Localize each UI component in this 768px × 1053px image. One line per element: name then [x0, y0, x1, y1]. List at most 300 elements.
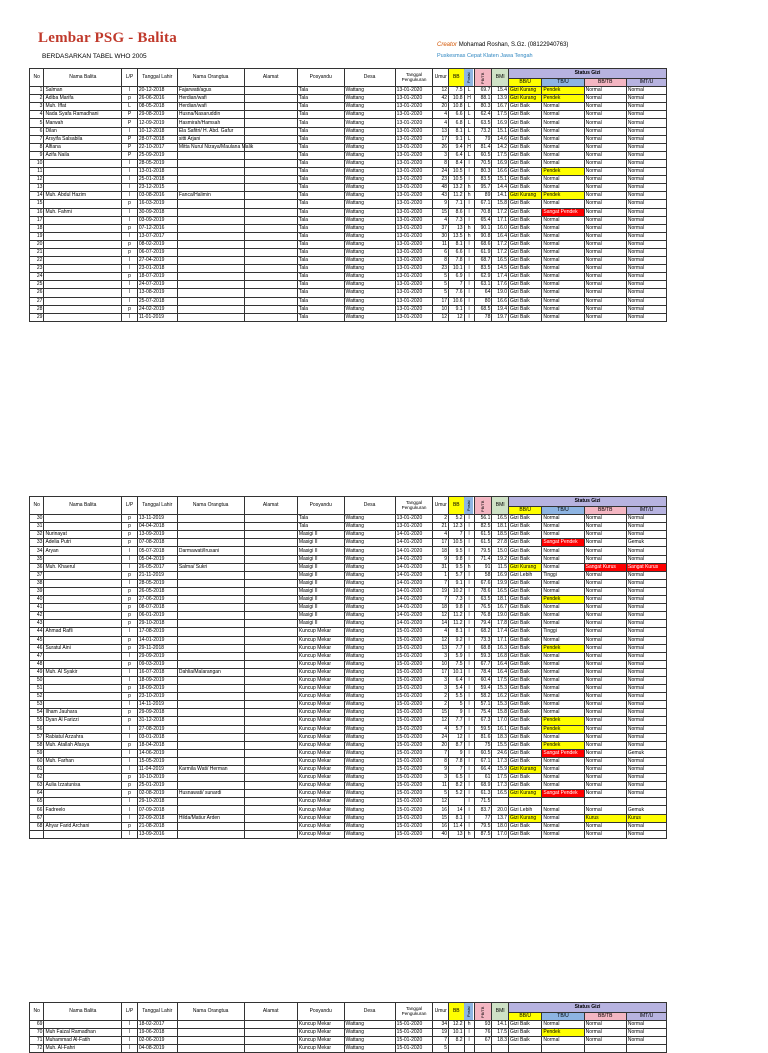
table-cell	[177, 733, 244, 741]
table-cell: l	[464, 709, 474, 717]
table-cell: l	[464, 660, 474, 668]
table-cell: Gizi Baik	[509, 668, 542, 676]
table-cell: 13-01-2020	[395, 143, 433, 151]
table-cell: 73.3	[474, 636, 492, 644]
table-cell: Normal	[542, 822, 584, 830]
table-cell: 08-02-2019	[137, 240, 177, 248]
col-header-nama: Nama Balita	[44, 1003, 122, 1021]
col-header-lp: L/P	[122, 497, 138, 515]
table-cell: Normal	[542, 305, 584, 313]
table-cell: 19.9	[492, 579, 509, 587]
table-cell: Normal	[626, 1021, 666, 1029]
table-cell: Normal	[584, 176, 626, 184]
table-cell: Kuncup Mekar	[297, 782, 344, 790]
table-cell: l	[464, 766, 474, 774]
table-cell: Normal	[584, 95, 626, 103]
table-cell: 13-01-2020	[395, 168, 433, 176]
table-cell: Wattang	[344, 774, 395, 782]
table-cell: 2	[433, 693, 449, 701]
table-cell: Normal	[584, 248, 626, 256]
table-cell: Gizi Baik	[509, 604, 542, 612]
table-cell: 2	[433, 701, 449, 709]
table-row	[30, 151, 667, 159]
table-cell: 17	[433, 668, 449, 676]
table-cell: 13-07-2017	[137, 232, 177, 240]
table-cell	[177, 579, 244, 587]
table-cell	[509, 1045, 542, 1053]
table-cell: Normal	[626, 693, 666, 701]
table-cell: Wattang	[344, 151, 395, 159]
table-cell: l	[464, 257, 474, 265]
table-cell: Gizi Baik	[509, 224, 542, 232]
table-cell: Kuncup Mekar	[297, 693, 344, 701]
table-cell	[244, 685, 297, 693]
table-cell: l	[122, 289, 138, 297]
col-header-tbu: TB/U	[542, 1013, 584, 1021]
table-cell: l	[122, 208, 138, 216]
col-header-lp: L/P	[122, 1003, 138, 1021]
table-cell: 51	[30, 685, 44, 693]
table-cell: 11-01-2019	[137, 313, 177, 321]
table-cell: Normal	[626, 604, 666, 612]
table-cell: Dahlia/Malarangan	[177, 668, 244, 676]
table-cell: 13-01-2020	[395, 151, 433, 159]
table-cell	[244, 798, 297, 806]
table-cell: Normal	[626, 224, 666, 232]
table-cell: 14-11-2019	[137, 701, 177, 709]
table-cell: l	[464, 248, 474, 256]
table-cell: 67	[30, 814, 44, 822]
table-cell: 13-01-2020	[395, 523, 433, 531]
table-cell: 27.8	[492, 539, 509, 547]
table-cell: Normal	[584, 830, 626, 838]
table-cell: 19	[433, 587, 449, 595]
table-cell	[244, 257, 297, 265]
table-cell: Wattang	[344, 587, 395, 595]
table-row	[30, 1021, 667, 1029]
table-cell: 14-01-2020	[395, 604, 433, 612]
table-cell: Normal	[584, 587, 626, 595]
table-cell: 18-07-2019	[137, 273, 177, 281]
table-cell: 76	[474, 1029, 492, 1037]
table-cell: 15-01-2020	[395, 766, 433, 774]
table-cell: 23	[30, 265, 44, 273]
table-cell: 22	[30, 257, 44, 265]
table-cell: 3	[433, 652, 449, 660]
table-cell	[244, 717, 297, 725]
table-cell: 13-01-2020	[395, 232, 433, 240]
table-cell: Normal	[542, 766, 584, 774]
table-row	[30, 265, 667, 273]
table-cell: 13-01-2020	[395, 257, 433, 265]
table-cell: 29-09-2018	[137, 709, 177, 717]
col-header-imtu: IMT/U	[626, 507, 666, 515]
table-cell	[177, 587, 244, 595]
table-cell: Tala	[297, 240, 344, 248]
table-cell: Normal	[542, 806, 584, 814]
table-cell: 8.2	[449, 1037, 465, 1045]
table-cell: 60.5	[474, 151, 492, 159]
table-cell: Kuncup Mekar	[297, 628, 344, 636]
table-cell	[177, 806, 244, 814]
table-cell	[177, 297, 244, 305]
table-cell: 27-06-2019	[137, 596, 177, 604]
table-cell: Karmila Wati/ Herman	[177, 766, 244, 774]
table-cell: 10	[433, 660, 449, 668]
col-header-bbtb: BB/TB	[584, 507, 626, 515]
table-cell: 7.6	[449, 289, 465, 297]
table-cell	[44, 216, 122, 224]
table-cell: 15.8	[492, 200, 509, 208]
table-cell: Normal	[584, 555, 626, 563]
table-cell: 6.4	[449, 676, 465, 684]
table-cell: 9	[433, 766, 449, 774]
table-cell: 4	[433, 531, 449, 539]
table-cell	[177, 176, 244, 184]
table-cell: 80.3	[474, 103, 492, 111]
table-cell: Masigi II	[297, 563, 344, 571]
table-cell: Pendek	[542, 168, 584, 176]
table-row	[30, 555, 667, 563]
table-cell: p	[122, 693, 138, 701]
table-cell: Normal	[584, 143, 626, 151]
table-row	[30, 579, 667, 587]
table-cell: 8.1	[449, 628, 465, 636]
table-cell: Normal	[584, 103, 626, 111]
table-cell: 24	[433, 733, 449, 741]
table-cell	[177, 224, 244, 232]
table-cell: Kuncup Mekar	[297, 798, 344, 806]
table-cell: 13-01-2020	[395, 200, 433, 208]
table-cell: Wattang	[344, 305, 395, 313]
table-cell: Tala	[297, 200, 344, 208]
table-cell: 61.5	[474, 539, 492, 547]
table-cell: Normal	[626, 579, 666, 587]
table-cell: 15-01-2020	[395, 774, 433, 782]
table-cell: 12	[433, 313, 449, 321]
table-cell: 27-08-2019	[137, 725, 177, 733]
table-cell: 7	[433, 596, 449, 604]
table-cell: 31	[30, 523, 44, 531]
table-cell: Tala	[297, 184, 344, 192]
table-cell: Normal	[626, 1029, 666, 1037]
table-cell: l	[464, 297, 474, 305]
table-cell: 80.3	[474, 168, 492, 176]
table-cell: Normal	[542, 830, 584, 838]
table-cell: l	[464, 717, 474, 725]
table-cell	[177, 232, 244, 240]
table-cell: 26-05-2018	[137, 587, 177, 595]
table-cell: Sangat Kurus	[584, 563, 626, 571]
table-cell: 5.7	[449, 725, 465, 733]
table-cell: l	[464, 741, 474, 749]
table-cell: Wattang	[344, 240, 395, 248]
table-cell: Normal	[542, 709, 584, 717]
table-cell: 7.8	[449, 257, 465, 265]
table-cell: 83.5	[474, 265, 492, 273]
table-cell: Gizi Baik	[509, 757, 542, 765]
table-cell: Normal	[584, 757, 626, 765]
table-cell: 15-05-2019	[137, 757, 177, 765]
table-cell	[44, 604, 122, 612]
table-cell: 80	[474, 297, 492, 305]
table-cell: 13-01-2018	[137, 168, 177, 176]
table-cell: Gizi Baik	[509, 119, 542, 127]
table-cell: 13-01-2020	[395, 111, 433, 119]
table-cell: Normal	[626, 103, 666, 111]
table-cell: 10-12-2018	[137, 127, 177, 135]
table-cell: p	[122, 224, 138, 232]
table-row	[30, 668, 667, 676]
table-cell: Normal	[542, 297, 584, 305]
table-cell: l	[464, 305, 474, 313]
table-cell: 20	[433, 103, 449, 111]
table-cell: 4	[433, 216, 449, 224]
table-cell: 89	[474, 192, 492, 200]
table-cell: Normal	[626, 515, 666, 523]
table-cell: 9.5	[449, 563, 465, 571]
table-cell: 11.2	[449, 620, 465, 628]
table-cell: 79.5	[474, 822, 492, 830]
table-cell: 17	[433, 135, 449, 143]
table-cell: Normal	[584, 265, 626, 273]
table-cell: 28-05-2019	[137, 579, 177, 587]
table-cell: 15-01-2020	[395, 652, 433, 660]
table-cell: Normal	[626, 176, 666, 184]
table-cell: 6.6	[449, 248, 465, 256]
table-cell: 13.7	[492, 814, 509, 822]
table-row	[30, 87, 667, 95]
table-cell: Gizi Baik	[509, 1037, 542, 1045]
data-table	[29, 496, 667, 839]
table-cell: 42	[433, 95, 449, 103]
table-cell: Gizi Baik	[509, 717, 542, 725]
table-cell: Normal	[584, 749, 626, 757]
table-row	[30, 782, 667, 790]
table-cell: 9.4	[449, 143, 465, 151]
table-cell: Normal	[626, 265, 666, 273]
table-cell: 67.3	[474, 717, 492, 725]
table-cell: Masigi II	[297, 555, 344, 563]
table-cell: 15.3	[492, 701, 509, 709]
table-cell: 19.0	[492, 612, 509, 620]
table-row	[30, 766, 667, 774]
table-cell: 71.4	[474, 555, 492, 563]
table-cell: 13	[30, 184, 44, 192]
table-cell: Normal	[584, 685, 626, 693]
table-cell: 79.4	[474, 620, 492, 628]
table-cell: l	[122, 184, 138, 192]
table-cell: l	[464, 531, 474, 539]
table-cell: 7.1	[449, 200, 465, 208]
table-cell: Normal	[542, 676, 584, 684]
table-cell	[177, 644, 244, 652]
table-cell: Tala	[297, 151, 344, 159]
table-cell: Normal	[542, 313, 584, 321]
table-cell: Normal	[626, 159, 666, 167]
table-cell	[449, 798, 465, 806]
table-row	[30, 127, 667, 135]
table-cell	[177, 709, 244, 717]
table-cell: Fadreelo	[44, 806, 122, 814]
table-cell: h	[464, 224, 474, 232]
table-cell: l	[464, 159, 474, 167]
table-cell: 13	[433, 127, 449, 135]
table-row	[30, 749, 667, 757]
table-cell: Masigi II	[297, 531, 344, 539]
table-cell: l	[464, 774, 474, 782]
table-cell: 56.1	[474, 515, 492, 523]
table-cell: Normal	[542, 289, 584, 297]
table-cell: Normal	[542, 184, 584, 192]
table-cell: Kuncup Mekar	[297, 1045, 344, 1053]
table-cell: 8.1	[449, 240, 465, 248]
table-cell: Gizi Baik	[509, 289, 542, 297]
table-cell: Gizi Baik	[509, 782, 542, 790]
table-cell: Gizi Baik	[509, 135, 542, 143]
table-cell: Wattang	[344, 717, 395, 725]
table-cell: 38	[30, 579, 44, 587]
table-cell: 8.6	[449, 208, 465, 216]
table-row	[30, 1029, 667, 1037]
table-cell: 07-09-2018	[137, 806, 177, 814]
table-cell: 13-01-2020	[395, 216, 433, 224]
table-cell	[244, 612, 297, 620]
table-cell: 6	[433, 248, 449, 256]
table-cell: Normal	[584, 725, 626, 733]
table-cell: l	[464, 782, 474, 790]
table-cell: 62.4	[474, 111, 492, 119]
table-cell: 16.1	[492, 725, 509, 733]
table-cell: Normal	[584, 168, 626, 176]
table-cell: Normal	[584, 135, 626, 143]
table-cell: Normal	[584, 289, 626, 297]
table-cell: Normal	[584, 531, 626, 539]
table-cell: l	[464, 604, 474, 612]
table-cell: 7.7	[449, 644, 465, 652]
table-cell: 22-09-2018	[137, 814, 177, 822]
table-cell	[244, 184, 297, 192]
table-cell: Wattang	[344, 159, 395, 167]
table-cell: Normal	[626, 628, 666, 636]
table-cell	[44, 257, 122, 265]
table-cell: l	[464, 668, 474, 676]
col-header-alamat: Alamat	[244, 69, 297, 87]
table-cell: 8.1	[449, 814, 465, 822]
table-cell: Normal	[584, 571, 626, 579]
table-cell: Kuncup Mekar	[297, 1021, 344, 1029]
table-cell: Kuncup Mekar	[297, 822, 344, 830]
table-cell: Tala	[297, 273, 344, 281]
table-cell	[244, 701, 297, 709]
table-cell	[177, 523, 244, 531]
table-cell	[44, 313, 122, 321]
table-cell: 90.1	[474, 224, 492, 232]
table-cell: 58	[30, 741, 44, 749]
col-header-umur: Umur	[433, 497, 449, 515]
table-cell	[44, 184, 122, 192]
table-cell: 81.4	[474, 143, 492, 151]
table-cell: p	[122, 612, 138, 620]
table-cell: 13	[433, 644, 449, 652]
table-cell: Kuncup Mekar	[297, 685, 344, 693]
table-cell: Muh. Fahmi	[44, 208, 122, 216]
table-row	[30, 685, 667, 693]
table-cell: Tala	[297, 192, 344, 200]
table-cell: 4	[433, 725, 449, 733]
col-header-posisi: Posisi	[464, 1003, 474, 1021]
data-table	[29, 1002, 667, 1053]
table-cell: Normal	[584, 539, 626, 547]
table-cell: 07-12-2016	[137, 224, 177, 232]
table-cell: Wattang	[344, 539, 395, 547]
table-cell: 15.0	[492, 547, 509, 555]
table-row	[30, 604, 667, 612]
table-cell: Normal	[584, 652, 626, 660]
table-cell: Pendek	[542, 95, 584, 103]
table-cell: Wattang	[344, 523, 395, 531]
table-cell: Normal	[626, 757, 666, 765]
table-cell	[244, 1021, 297, 1029]
table-cell: Muh. Al Syakir	[44, 668, 122, 676]
table-cell	[44, 281, 122, 289]
table-cell	[244, 305, 297, 313]
table-cell: Wattang	[344, 192, 395, 200]
table-cell: l	[122, 313, 138, 321]
table-cell: 10-10-2019	[137, 774, 177, 782]
table-cell: 13-01-2020	[395, 224, 433, 232]
table-cell	[244, 774, 297, 782]
table-cell: Normal	[542, 281, 584, 289]
table-cell: 66.4	[474, 766, 492, 774]
table-cell	[244, 216, 297, 224]
table-cell: Normal	[542, 151, 584, 159]
table-cell: Normal	[626, 644, 666, 652]
table-cell: Wattang	[344, 119, 395, 127]
creator-label: Creator	[437, 42, 458, 48]
table-cell: 69.7	[474, 87, 492, 95]
table-cell: Normal	[626, 111, 666, 119]
table-cell	[177, 798, 244, 806]
table-cell: 5.2	[449, 515, 465, 523]
table-cell: Wattang	[344, 571, 395, 579]
table-cell: 16.9	[492, 159, 509, 167]
table-cell	[244, 232, 297, 240]
table-cell	[44, 555, 122, 563]
table-cell: 17.2	[492, 248, 509, 256]
table-cell: Tala	[297, 216, 344, 224]
table-cell	[177, 184, 244, 192]
table-cell: Normal	[626, 208, 666, 216]
table-cell: 5	[433, 273, 449, 281]
table-cell: 23-10-2019	[137, 693, 177, 701]
table-cell: 37	[30, 571, 44, 579]
table-cell: Gizi Baik	[509, 644, 542, 652]
table-cell: 12	[433, 798, 449, 806]
table-cell: l	[464, 628, 474, 636]
table-cell	[44, 1021, 122, 1029]
table-cell: Wattang	[344, 184, 395, 192]
table-cell: 68.9	[474, 782, 492, 790]
table-cell: 17.5	[492, 1029, 509, 1037]
table-cell: Wattang	[344, 135, 395, 143]
table-cell: 59.3	[474, 652, 492, 660]
table-cell: 8.4	[449, 159, 465, 167]
table-cell: Normal	[542, 273, 584, 281]
table-cell: Muh. Iffat	[44, 103, 122, 111]
table-row	[30, 224, 667, 232]
table-cell: p	[122, 636, 138, 644]
